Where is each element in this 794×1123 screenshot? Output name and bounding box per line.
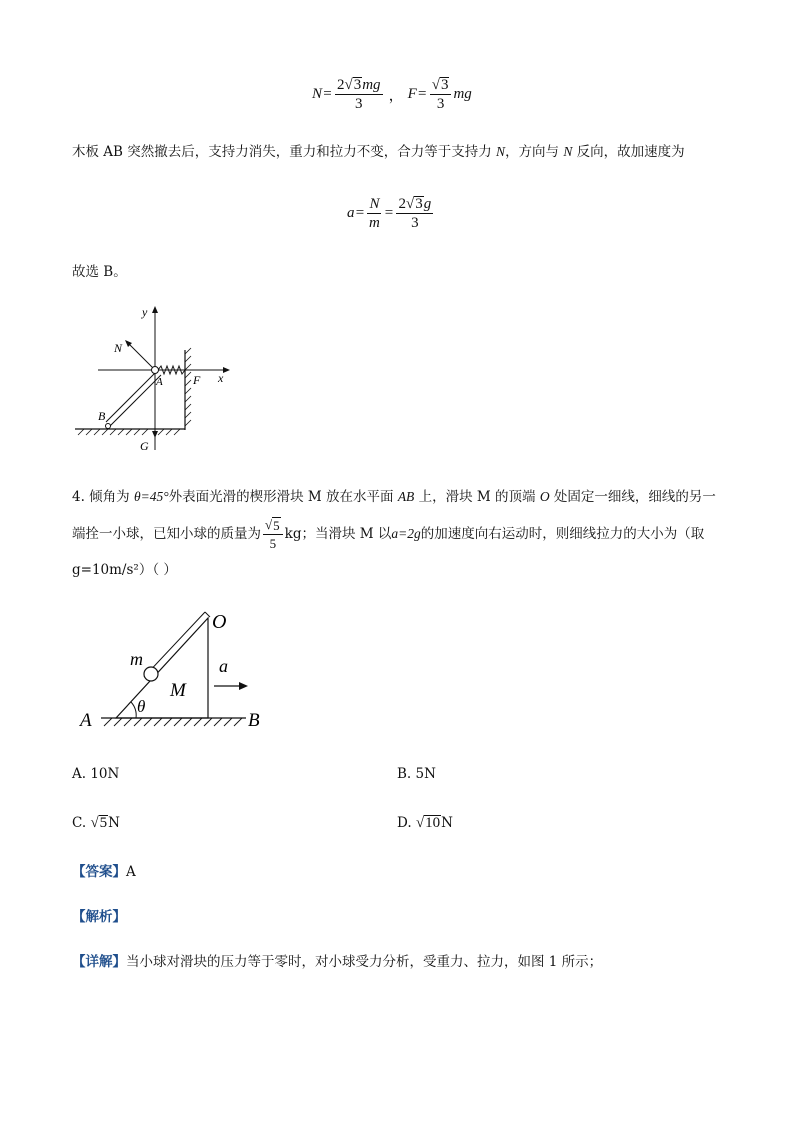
fig1-label-G: G xyxy=(140,439,149,453)
eq1-N-coef: 2 xyxy=(336,76,345,93)
detail-tag: 【详解】 xyxy=(72,954,126,970)
eq1-F-den: 3 xyxy=(436,95,445,112)
spring xyxy=(158,366,185,374)
eq1-F-fraction: √ 3 3 xyxy=(430,77,452,112)
fig2-label-a: a xyxy=(219,656,228,676)
ball-A xyxy=(152,367,159,374)
mass-fraction: √ 5 5 xyxy=(263,517,283,552)
wall-hatching xyxy=(185,348,191,426)
ground-hatching xyxy=(78,429,180,435)
eq2-num-N: N xyxy=(369,195,380,212)
figure-force-diagram xyxy=(70,300,240,460)
eq1-N-den: 3 xyxy=(355,95,363,112)
ball-m xyxy=(144,667,158,681)
ground-hatching-2 xyxy=(104,718,242,726)
equation-N-F: N = 2 √ 3 mg 3 ， F = √ 3 3 mg xyxy=(312,76,472,112)
N-vector xyxy=(128,343,155,370)
answer-value: A xyxy=(126,864,136,880)
fig2-label-A: A xyxy=(80,710,92,731)
equation-acceleration: a = $\frac{N}{m}$ = 2 √ 3 g 3 xyxy=(347,195,432,231)
option-C[interactable]: C. √ 5 N xyxy=(72,815,120,831)
hinge-B xyxy=(106,424,111,429)
x-axis-arrow xyxy=(223,367,230,373)
fig1-label-B: B xyxy=(98,409,106,423)
eq2-lhs: a xyxy=(347,204,355,221)
fig2-label-B: B xyxy=(248,710,260,731)
question-4-line2: 端拴一小球，已知小球的质量为 √ 5 5 kg ；当滑块 M 以 a=2g 的加速度向右运动时，则细线拉力的大小为（取 xyxy=(72,516,705,551)
eq1-F-tail: mg xyxy=(453,85,472,102)
G-arrowhead xyxy=(152,431,158,438)
fig1-label-x: x xyxy=(218,371,224,385)
angle-arc xyxy=(131,702,136,718)
eq1-N-fraction: 2 √ 3 mg 3 xyxy=(336,76,381,112)
eq2-fraction-Nm xyxy=(367,196,381,231)
eq1-separator: ， xyxy=(388,87,404,104)
fig1-label-N: N xyxy=(114,341,123,355)
board-edge xyxy=(110,375,161,426)
string-top xyxy=(205,612,210,617)
eq2-den-m: m xyxy=(369,214,380,231)
fig2-label-m: m xyxy=(130,649,143,669)
y-axis-arrow xyxy=(152,306,158,313)
analysis-tag: 【解析】 xyxy=(72,909,126,925)
answer-tag: 【答案】 xyxy=(72,864,126,880)
fig1-label-F: F xyxy=(193,373,201,387)
acceleration-arrowhead xyxy=(239,682,248,690)
detail-line xyxy=(72,952,602,972)
fig2-label-O: O xyxy=(212,611,227,633)
eq1-N-tail: mg xyxy=(362,76,381,93)
eq1-F-rad: 3 xyxy=(440,76,449,93)
fig1-label-y: y xyxy=(142,305,148,319)
eq1-F-lhs: F xyxy=(407,85,417,102)
analysis-line xyxy=(72,907,126,927)
fig2-label-M: M xyxy=(170,680,186,701)
option-D[interactable]: D. √ 10 N xyxy=(397,815,453,831)
eq1-equals: = xyxy=(322,85,333,102)
detail-text: 当小球对滑块的压力等于零时，对小球受力分析，受重力、拉力，如图 1 所示； xyxy=(126,954,603,970)
eq2-fraction-value: 2 √ 3 g 3 xyxy=(398,195,432,231)
answer-line xyxy=(72,862,136,882)
option-A[interactable]: A. 10N xyxy=(72,766,120,782)
paragraph-board-removed: 木板 AB 突然撤去后，支持力消失，重力和拉力不变，合力等于支持力 N，方向与 N 反向，故加速度为 xyxy=(72,144,685,160)
figure-wedge xyxy=(76,600,276,740)
eq1-N-lhs: N xyxy=(312,85,323,102)
fig1-label-A: A xyxy=(156,376,163,388)
board xyxy=(106,371,157,422)
fig2-label-theta: θ xyxy=(137,697,146,716)
choose-B: 故选 B。 xyxy=(72,264,127,280)
question-4-line1: 4. 倾角为 θ=45°外表面光滑的楔形滑块 M 放在水平面 AB 上，滑块 M 的顶端 O 处固定一细线，细线的另一 xyxy=(72,489,716,505)
question-4-line3: g=10m/s²）（ ） xyxy=(72,562,177,578)
option-B[interactable]: B. 5N xyxy=(397,766,436,782)
eq1-N-rad: 3 xyxy=(353,76,362,93)
